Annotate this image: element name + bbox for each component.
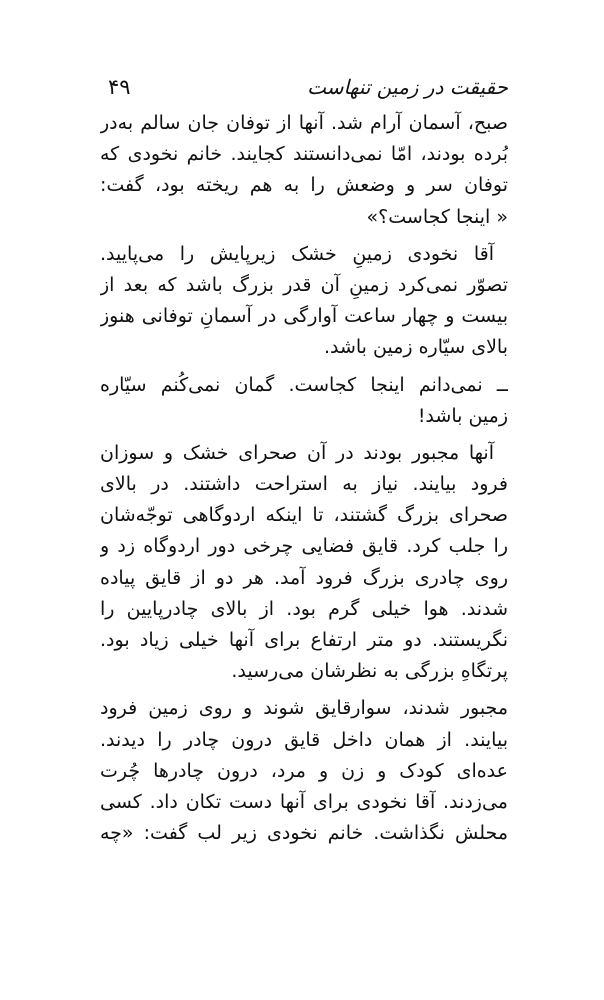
page-number: ۴۹ bbox=[108, 75, 131, 99]
text-line: بُرده بودند، امّا نمی‌دانستند کجایند. خانم نخودی که bbox=[100, 143, 508, 166]
text-line: بیست و چهار ساعت آوارگی در آسمانِ توفانی هنوز bbox=[100, 305, 508, 328]
text-line: توفان سر و وضعش را به هم ریخته بود، گفت: bbox=[100, 174, 508, 197]
text-line: بیایند. از همان داخل قایق درون چادر را دیدند. bbox=[100, 728, 508, 751]
text-line: صحرای بزرگ گشتند، تا اینکه اردوگاهی توجّه‌شان bbox=[100, 504, 508, 527]
text-line: آقا نخودی زمینِ خشک زیرپایش را می‌پایید. bbox=[100, 242, 494, 265]
text-line: ــ نمی‌دانم اینجا کجاست. گمان نمی‌کُنم سیّاره bbox=[100, 373, 508, 396]
text-line: را جلب کرد. قایق فضایی چرخی دور اردوگاه زد و bbox=[100, 535, 508, 558]
text-line: شدند. هوا خیلی گرم بود. از بالای چادرپایین را bbox=[100, 597, 508, 620]
text-line: بالای سیّاره زمین باشد. bbox=[323, 336, 508, 359]
text-line: مجبور شدند، سوارقایق شوند و روی زمین فرود bbox=[100, 697, 508, 720]
text-line: تصوّر نمی‌کرد زمینِ آن قدر بزرگ باشد که بعد از bbox=[100, 273, 508, 296]
text-line: فرود بیایند. نیاز به استراحت داشتند. در بالای bbox=[100, 473, 508, 496]
text-line: « اینجا کجاست؟» bbox=[366, 205, 508, 228]
body-text bbox=[100, 108, 508, 849]
text-line: عده‌ای کودک و زن و مرد، درون چادرها چُرت bbox=[100, 759, 508, 782]
running-title: حقیقت در زمین تنهاست bbox=[307, 75, 508, 99]
text-line: می‌زدند. آقا نخودی برای آنها دست تکان داد. کسی bbox=[100, 790, 508, 813]
text-line: زمین باشد! bbox=[417, 404, 508, 427]
text-line: صبح، آسمان آرام شد. آنها از توفان جان سالم به‌در bbox=[100, 112, 508, 134]
text-line: پرتگاهِ بزرگی به نظرشان می‌رسید. bbox=[231, 660, 508, 683]
page-header bbox=[108, 72, 508, 106]
text-line: آنها مجبور بودند در آن صحرای خشک و سوزان bbox=[100, 441, 494, 464]
text-line: روی چادری بزرگ فرود آمد. هر دو از قایق پیاده bbox=[100, 566, 508, 589]
text-line: نگریستند. دو متر ارتفاع برای آنها خیلی زیاد بود. bbox=[100, 629, 508, 651]
text-line: محلش نگذاشت. خانم نخودی زیر لب گفت: «چه bbox=[100, 822, 508, 845]
